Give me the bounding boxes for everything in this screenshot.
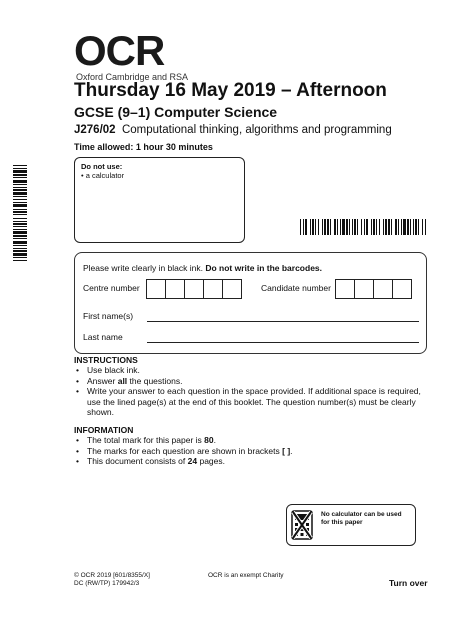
instructions-list xyxy=(74,365,426,418)
centre-number-field[interactable] xyxy=(147,279,242,299)
paper-line xyxy=(74,124,392,136)
candidate-number-cell[interactable] xyxy=(373,279,393,299)
dc-code: DC (RW/TP) 179942/3 xyxy=(74,580,140,587)
footer-left xyxy=(74,572,150,588)
centre-number-cell[interactable] xyxy=(203,279,223,299)
instructions-section xyxy=(74,355,426,418)
do-not-use-heading: Do not use: xyxy=(81,162,123,171)
instructions-heading: INSTRUCTIONS xyxy=(74,355,138,365)
time-allowed: Time allowed: 1 hour 30 minutes xyxy=(74,142,213,152)
last-name-label: Last name xyxy=(83,332,123,342)
list-item: • Use black ink. xyxy=(74,365,426,376)
logo-subtitle: Oxford Cambridge and RSA xyxy=(76,72,189,82)
do-not-use-box xyxy=(74,157,245,243)
copyright-text: © OCR 2019 [601/8355/X] xyxy=(74,572,150,579)
do-not-use-item: • a calculator xyxy=(81,171,125,180)
charity-text: OCR is an exempt Charity xyxy=(208,572,284,579)
information-section xyxy=(74,425,426,467)
candidate-entry-box xyxy=(74,252,427,354)
list-item: • Write your answer to each question in the space provided. If additional space is required, use the lined page(s) at the end of this booklet. The question number(s) must be clearly shown. xyxy=(74,386,426,418)
no-calculator-icon xyxy=(291,510,313,540)
calculator-notice-text: No calculator can be used for this paper xyxy=(321,511,402,526)
subject-title: GCSE (9–1) Computer Science xyxy=(74,104,278,120)
calculator-notice-box xyxy=(286,504,416,546)
list-item: • The marks for each question are shown in brackets [ ]. xyxy=(74,446,426,457)
barcode-left xyxy=(13,165,37,263)
entry-instruction: Please write clearly in black ink. Do not write in the barcodes. xyxy=(83,263,323,273)
ocr-logo: OCR xyxy=(74,27,165,74)
last-name-field[interactable] xyxy=(147,342,419,343)
candidate-number-cell[interactable] xyxy=(354,279,374,299)
information-list xyxy=(74,435,426,467)
first-names-label: First name(s) xyxy=(83,311,134,321)
paper-title: Computational thinking, algorithms and programming xyxy=(121,124,392,136)
centre-number-label: Centre number xyxy=(83,283,140,293)
exam-date-title: Thursday 16 May 2019 – Afternoon xyxy=(74,80,387,101)
centre-number-cell[interactable] xyxy=(184,279,204,299)
list-item: • Answer all the questions. xyxy=(74,376,426,387)
centre-number-cell[interactable] xyxy=(165,279,185,299)
barcode-right xyxy=(300,219,426,243)
candidate-number-cell[interactable] xyxy=(392,279,412,299)
centre-number-cell[interactable] xyxy=(222,279,242,299)
candidate-number-label: Candidate number xyxy=(261,283,331,293)
turn-over: Turn over xyxy=(389,578,428,588)
candidate-number-cell[interactable] xyxy=(335,279,355,299)
first-names-field[interactable] xyxy=(147,321,419,322)
candidate-number-field[interactable] xyxy=(336,279,412,299)
paper-code: J276/02 xyxy=(74,124,116,136)
list-item: • This document consists of 24 pages. xyxy=(74,456,426,467)
centre-number-cell[interactable] xyxy=(146,279,166,299)
list-item: • The total mark for this paper is 80. xyxy=(74,435,426,446)
information-heading: INFORMATION xyxy=(74,425,134,435)
